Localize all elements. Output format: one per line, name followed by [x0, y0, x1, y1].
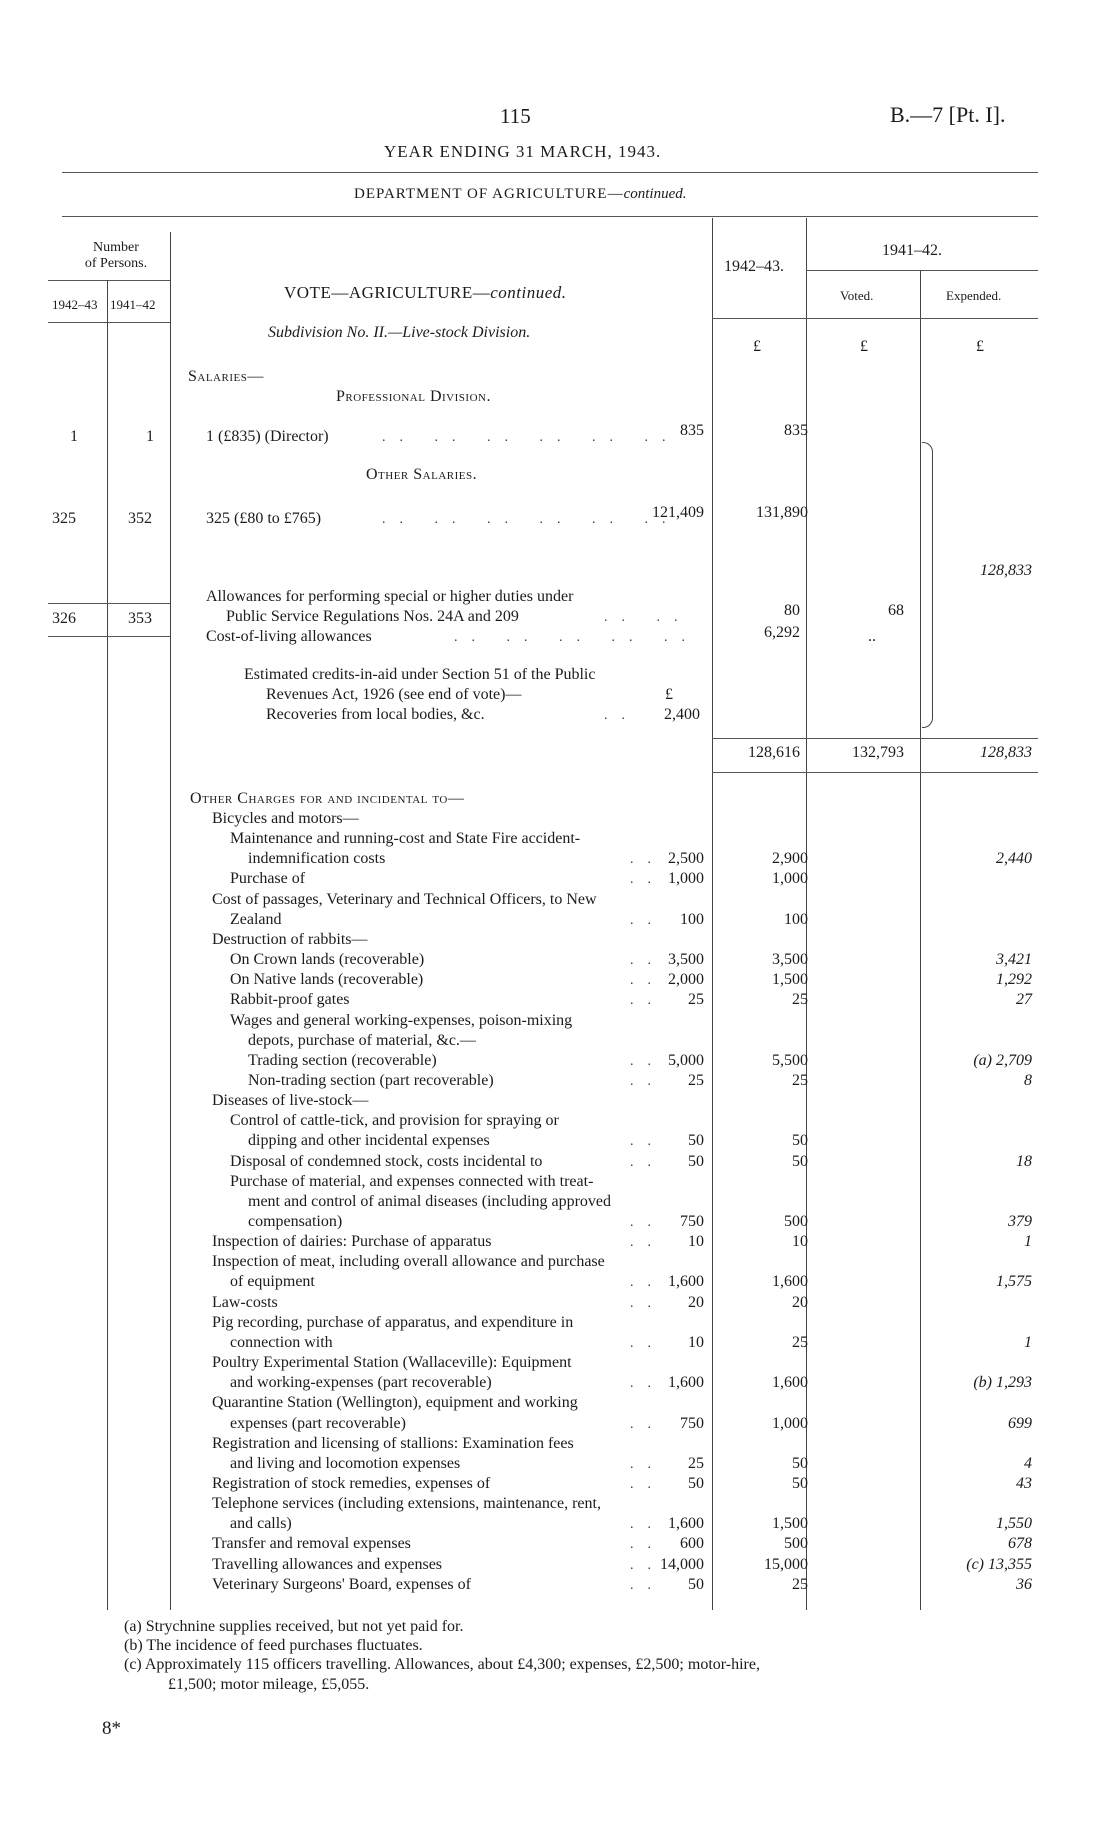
- charge-voted: 1,000: [772, 870, 808, 887]
- other-salaries-label: 325 (£80 to £765): [206, 510, 322, 527]
- charge-voted: 100: [784, 911, 808, 928]
- charge-expended: 27: [1016, 991, 1032, 1008]
- charge-line-text: Telephone services (including extensions, maintenance, rent,: [212, 1495, 601, 1512]
- credits-amount: 2,400: [664, 706, 700, 723]
- charge-estimate: 10: [688, 1233, 704, 1250]
- charge-estimate: 750: [680, 1213, 704, 1230]
- charge-voted: 50: [792, 1455, 808, 1472]
- footnote-a: (a) Strychnine supplies received, but not yet paid for.: [124, 1618, 464, 1635]
- charge-expended: 1: [1024, 1334, 1032, 1351]
- charge-voted: 15,000: [764, 1556, 808, 1573]
- charge-estimate: 25: [688, 1455, 704, 1472]
- charge-line-text: Transfer and removal expenses: [212, 1535, 411, 1552]
- charge-estimate: 3,500: [668, 951, 704, 968]
- charge-expended: 4: [1024, 1455, 1032, 1472]
- charge-voted: 500: [784, 1213, 808, 1230]
- voted-column-header: Voted.: [840, 288, 874, 303]
- charge-expended: 699: [1008, 1415, 1032, 1432]
- director-persons-1941: 1: [146, 428, 154, 445]
- leader-dots: ..: [630, 1134, 665, 1149]
- charge-estimate: 20: [688, 1294, 704, 1311]
- subtotal-top-rule: [712, 738, 1038, 739]
- leader-dots: .. .. .. .. .. ..: [382, 512, 680, 527]
- footnote-c-line-1: (c) Approximately 115 officers travelling. Allowances, about £4,300; expenses, £2,500; motor-hire,: [124, 1656, 760, 1673]
- charge-line-text: Destruction of rabbits—: [212, 931, 368, 948]
- charge-line-text: Zealand: [230, 911, 282, 928]
- charge-estimate: 14,000: [660, 1556, 704, 1573]
- leader-dots: ..: [630, 993, 665, 1008]
- leader-dots: .. ..: [604, 610, 692, 625]
- charge-voted: 25: [792, 1576, 808, 1593]
- subtotal-bottom-rule: [712, 772, 1038, 773]
- leader-dots: ..: [630, 1517, 665, 1532]
- estimate-column-header: 1942–43.: [724, 258, 784, 275]
- charge-line-text: Maintenance and running-cost and State Fire accident-: [230, 830, 581, 847]
- cost-of-living-estimate: 6,292: [764, 624, 800, 641]
- charge-line-text: and calls): [230, 1515, 292, 1532]
- director-estimate: 835: [680, 422, 704, 439]
- department-heading: DEPARTMENT OF AGRICULTURE—continued.: [354, 186, 687, 202]
- leader-dots: ..: [630, 1155, 665, 1170]
- allowances-line-1: Allowances for performing special or higher duties under: [206, 588, 574, 605]
- persons-heading: Number of Persons.: [84, 240, 148, 271]
- director-label: 1 (£835) (Director): [206, 428, 329, 445]
- charge-line-text: Inspection of dairies: Purchase of apparatus: [212, 1233, 492, 1250]
- charge-line-text: ment and control of animal diseases (including approved: [248, 1193, 612, 1210]
- persons-col-rule: [48, 322, 170, 323]
- page-number: 115: [500, 104, 531, 128]
- cost-of-living-voted: ..: [868, 628, 876, 645]
- leader-dots: ..: [630, 1054, 665, 1069]
- leader-dots: .. .. .. .. ..: [454, 630, 699, 645]
- previous-year-rule: [806, 270, 1038, 271]
- charge-expended: 379: [1008, 1213, 1032, 1230]
- leader-dots: ..: [630, 1376, 665, 1391]
- leader-dots: ..: [630, 953, 665, 968]
- leader-dots: ..: [630, 1558, 665, 1573]
- charge-estimate: 750: [680, 1415, 704, 1432]
- charge-line-text: Inspection of meat, including overall allowance and purchase: [212, 1253, 605, 1270]
- charge-expended: 3,421: [996, 951, 1032, 968]
- director-voted: 835: [784, 422, 808, 439]
- page-mark: 8*: [102, 1718, 121, 1739]
- cost-of-living-label: Cost-of-living allowances: [206, 628, 372, 645]
- charge-estimate: 50: [688, 1132, 704, 1149]
- charge-line-text: depots, purchase of material, &c.—: [248, 1032, 476, 1049]
- charge-line-text: On Crown lands (recoverable): [230, 951, 425, 968]
- leader-dots: ..: [604, 708, 639, 723]
- charge-expended: (b) 1,293: [973, 1374, 1032, 1391]
- charge-line-text: compensation): [248, 1213, 343, 1230]
- charge-expended: 678: [1008, 1535, 1032, 1552]
- leader-dots: ..: [630, 852, 665, 867]
- charge-line-text: Pig recording, purchase of apparatus, and expenditure in: [212, 1314, 574, 1331]
- salaries-total-expended: 128,833: [980, 744, 1032, 761]
- salaries-total-estimate: 128,616: [748, 744, 800, 761]
- charge-line-text: Registration of stock remedies, expenses of: [212, 1475, 491, 1492]
- leader-dots: ..: [630, 1537, 665, 1552]
- other-salaries-estimate: 121,409: [652, 504, 704, 521]
- credits-line-3: Recoveries from local bodies, &c.: [266, 706, 485, 723]
- charge-line-text: connection with: [230, 1334, 333, 1351]
- charge-estimate: 1,600: [668, 1273, 704, 1290]
- persons-total-1941: 353: [128, 610, 152, 627]
- persons-total-rule: [48, 636, 170, 637]
- charge-line-text: Travelling allowances and expenses: [212, 1556, 443, 1573]
- allowances-line-2: Public Service Regulations Nos. 24A and 209: [226, 608, 519, 625]
- charge-line-text: Rabbit-proof gates: [230, 991, 350, 1008]
- charge-estimate: 50: [688, 1153, 704, 1170]
- charge-voted: 1,500: [772, 971, 808, 988]
- voted-currency: £: [860, 338, 868, 355]
- charge-estimate: 1,000: [668, 870, 704, 887]
- charge-voted: 25: [792, 1072, 808, 1089]
- charge-estimate: 1,600: [668, 1374, 704, 1391]
- charge-line-text: Non-trading section (part recoverable): [248, 1072, 494, 1089]
- credits-line-1: Estimated credits-in-aid under Section 51 of the Public: [244, 666, 596, 683]
- charge-voted: 1,600: [772, 1273, 808, 1290]
- header-rule: [62, 172, 1038, 173]
- charge-expended: 1,550: [996, 1515, 1032, 1532]
- charge-voted: 10: [792, 1233, 808, 1250]
- expended-currency: £: [976, 338, 984, 355]
- charge-estimate: 2,000: [668, 971, 704, 988]
- charge-voted: 5,500: [772, 1052, 808, 1069]
- other-charges-heading: Other Charges for and incidental to—: [190, 790, 465, 807]
- charge-line-text: expenses (part recoverable): [230, 1415, 406, 1432]
- leader-dots: .. .. .. .. .. ..: [382, 430, 680, 445]
- leader-dots: ..: [630, 1296, 665, 1311]
- charge-line-text: and working-expenses (part recoverable): [230, 1374, 492, 1391]
- charge-line-text: Law-costs: [212, 1294, 278, 1311]
- charge-line-text: Bicycles and motors—: [212, 810, 359, 827]
- credits-line-2: Revenues Act, 1926 (see end of vote)—: [266, 686, 522, 703]
- charge-line-text: Disposal of condemned stock, costs incidental to: [230, 1153, 543, 1170]
- other-persons-1942: 325: [52, 510, 76, 527]
- charge-expended: 1: [1024, 1233, 1032, 1250]
- charge-expended: 18: [1016, 1153, 1032, 1170]
- persons-col-1941: 1941–42: [110, 297, 156, 312]
- charge-line-text: Poultry Experimental Station (Wallaceville): Equipment: [212, 1354, 572, 1371]
- charge-voted: 3,500: [772, 951, 808, 968]
- charge-expended: (c) 13,355: [966, 1556, 1032, 1573]
- professional-division-heading: Professional Division.: [336, 388, 491, 405]
- charge-expended: (a) 2,709: [973, 1052, 1032, 1069]
- charge-expended: 2,440: [996, 850, 1032, 867]
- document-reference: B.—7 [Pt. I].: [890, 102, 1006, 127]
- credits-currency: £: [665, 686, 673, 703]
- charge-estimate: 600: [680, 1535, 704, 1552]
- persons-divider: [107, 280, 108, 1610]
- charge-estimate: 50: [688, 1576, 704, 1593]
- subdivision-title: Subdivision No. II.—Live-stock Division.: [268, 324, 531, 341]
- expended-column-header: Expended.: [946, 288, 1002, 303]
- charge-estimate: 50: [688, 1475, 704, 1492]
- charge-line-text: Diseases of live-stock—: [212, 1092, 369, 1109]
- other-salaries-voted: 131,890: [756, 504, 808, 521]
- charge-voted: 50: [792, 1153, 808, 1170]
- charge-line-text: Quarantine Station (Wellington), equipment and working: [212, 1394, 578, 1411]
- charge-estimate: 25: [688, 991, 704, 1008]
- salaries-expended-bracketed: 128,833: [980, 562, 1032, 579]
- leader-dots: ..: [630, 1336, 665, 1351]
- charge-line-text: Purchase of material, and expenses connected with treat-: [230, 1173, 594, 1190]
- charge-line-text: Cost of passages, Veterinary and Technical Officers, to New: [212, 891, 597, 908]
- leader-dots: ..: [630, 1578, 665, 1593]
- charge-estimate: 2,500: [668, 850, 704, 867]
- charge-estimate: 10: [688, 1334, 704, 1351]
- leader-dots: ..: [630, 1235, 665, 1250]
- charge-estimate: 25: [688, 1072, 704, 1089]
- leader-dots: ..: [630, 1215, 665, 1230]
- charge-line-text: and living and locomotion expenses: [230, 1455, 461, 1472]
- salaries-total-voted: 132,793: [852, 744, 904, 761]
- charge-voted: 1,500: [772, 1515, 808, 1532]
- charge-estimate: 1,600: [668, 1515, 704, 1532]
- allowances-estimate: 80: [784, 602, 800, 619]
- charge-expended: 43: [1016, 1475, 1032, 1492]
- persons-right-rule: [170, 232, 171, 1610]
- charge-line-text: indemnification costs: [248, 850, 386, 867]
- leader-dots: ..: [630, 1477, 665, 1492]
- leader-dots: ..: [630, 913, 665, 928]
- expended-left-rule: [920, 270, 921, 1610]
- other-salaries-heading: Other Salaries.: [366, 466, 478, 483]
- charge-line-text: On Native lands (recoverable): [230, 971, 424, 988]
- column-header-rule: [712, 318, 1038, 319]
- leader-dots: ..: [630, 872, 665, 887]
- charge-voted: 25: [792, 1334, 808, 1351]
- charge-line-text: dipping and other incidental expenses: [248, 1132, 490, 1149]
- charge-expended: 36: [1016, 1576, 1032, 1593]
- previous-year-header: 1941–42.: [882, 242, 942, 259]
- vote-title: VOTE—AGRICULTURE—continued.: [284, 283, 567, 302]
- charge-voted: 2,900: [772, 850, 808, 867]
- charge-line-text: Trading section (recoverable): [248, 1052, 437, 1069]
- charge-line-text: Registration and licensing of stallions: Examination fees: [212, 1435, 574, 1452]
- charge-estimate: 5,000: [668, 1052, 704, 1069]
- persons-subtotal-rule: [48, 603, 170, 604]
- charge-line-text: of equipment: [230, 1273, 315, 1290]
- leader-dots: ..: [630, 1417, 665, 1432]
- charge-voted: 25: [792, 991, 808, 1008]
- footnote-c-line-2: £1,500; motor mileage, £5,055.: [168, 1676, 370, 1693]
- charge-expended: 1,575: [996, 1273, 1032, 1290]
- expended-brace: [922, 442, 933, 728]
- charge-expended: 1,292: [996, 971, 1032, 988]
- persons-head-rule: [48, 280, 170, 281]
- table-top-rule: [62, 216, 1038, 217]
- charge-voted: 1,000: [772, 1415, 808, 1432]
- leader-dots: ..: [630, 973, 665, 988]
- charge-line-text: Veterinary Surgeons' Board, expenses of: [212, 1576, 471, 1593]
- charge-voted: 1,600: [772, 1374, 808, 1391]
- other-persons-1941: 352: [128, 510, 152, 527]
- charge-line-text: Wages and general working-expenses, poison-mixing: [230, 1012, 573, 1029]
- salaries-heading: Salaries—: [188, 368, 264, 385]
- footnote-b: (b) The incidence of feed purchases fluctuates.: [124, 1637, 423, 1654]
- leader-dots: ..: [630, 1074, 665, 1089]
- charge-voted: 50: [792, 1132, 808, 1149]
- charge-estimate: 100: [680, 911, 704, 928]
- charge-expended: 8: [1024, 1072, 1032, 1089]
- leader-dots: ..: [630, 1457, 665, 1472]
- persons-total-1942: 326: [52, 610, 76, 627]
- estimate-left-rule: [712, 218, 713, 1610]
- allowances-voted: 68: [888, 602, 904, 619]
- leader-dots: ..: [630, 1275, 665, 1290]
- charge-voted: 500: [784, 1535, 808, 1552]
- charge-line-text: Control of cattle-tick, and provision for spraying or: [230, 1112, 559, 1129]
- charge-voted: 50: [792, 1475, 808, 1492]
- charge-line-text: Purchase of: [230, 870, 306, 887]
- charge-voted: 20: [792, 1294, 808, 1311]
- estimate-currency: £: [753, 338, 761, 355]
- year-heading: YEAR ENDING 31 MARCH, 1943.: [384, 142, 662, 161]
- director-persons-1942: 1: [70, 428, 78, 445]
- persons-col-1942: 1942–43: [52, 297, 98, 312]
